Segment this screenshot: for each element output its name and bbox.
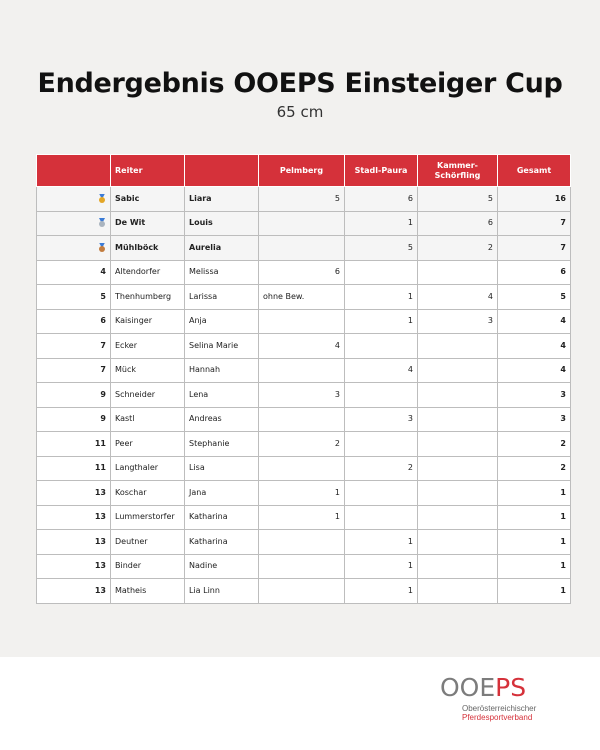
first-name-cell: Louis bbox=[185, 211, 259, 236]
last-name-cell: De Wit bbox=[111, 211, 185, 236]
last-name-cell: Schneider bbox=[111, 383, 185, 408]
rank-cell: 11 bbox=[37, 432, 111, 457]
header-rider: Reiter bbox=[111, 155, 185, 187]
kammer-schoerfling-cell: 5 bbox=[418, 187, 498, 212]
rank-cell: 7 bbox=[37, 358, 111, 383]
stadl-paura-cell: 1 bbox=[345, 309, 418, 334]
table-row bbox=[37, 285, 571, 310]
total-cell: 7 bbox=[498, 211, 571, 236]
pelmberg-cell bbox=[259, 554, 345, 579]
last-name-cell: Deutner bbox=[111, 530, 185, 555]
stadl-paura-cell: 3 bbox=[345, 407, 418, 432]
kammer-schoerfling-cell bbox=[418, 383, 498, 408]
rank-cell: 5 bbox=[37, 285, 111, 310]
kammer-schoerfling-cell bbox=[418, 579, 498, 604]
total-cell: 4 bbox=[498, 334, 571, 359]
kammer-schoerfling-cell bbox=[418, 260, 498, 285]
kammer-schoerfling-cell bbox=[418, 530, 498, 555]
first-name-cell: Lena bbox=[185, 383, 259, 408]
table-row bbox=[37, 236, 571, 261]
last-name-cell: Mück bbox=[111, 358, 185, 383]
table-row bbox=[37, 260, 571, 285]
table-row bbox=[37, 334, 571, 359]
pelmberg-cell bbox=[259, 309, 345, 334]
table-row bbox=[37, 432, 571, 457]
last-name-cell: Thenhumberg bbox=[111, 285, 185, 310]
stadl-paura-cell bbox=[345, 481, 418, 506]
pelmberg-cell: 1 bbox=[259, 505, 345, 530]
stadl-paura-cell bbox=[345, 432, 418, 457]
first-name-cell: Hannah bbox=[185, 358, 259, 383]
first-name-cell: Katharina bbox=[185, 530, 259, 555]
kammer-schoerfling-cell bbox=[418, 407, 498, 432]
rank-cell: 13 bbox=[37, 530, 111, 555]
rank-cell: 9 bbox=[37, 383, 111, 408]
first-name-cell: Lia Linn bbox=[185, 579, 259, 604]
total-cell: 16 bbox=[498, 187, 571, 212]
kammer-schoerfling-cell: 6 bbox=[418, 211, 498, 236]
last-name-cell: Mühlböck bbox=[111, 236, 185, 261]
kammer-schoerfling-cell bbox=[418, 481, 498, 506]
stadl-paura-cell: 2 bbox=[345, 456, 418, 481]
first-name-cell: Aurelia bbox=[185, 236, 259, 261]
results-body bbox=[37, 187, 571, 604]
total-cell: 1 bbox=[498, 530, 571, 555]
first-name-cell: Jana bbox=[185, 481, 259, 506]
last-name-cell: Kastl bbox=[111, 407, 185, 432]
last-name-cell: Ecker bbox=[111, 334, 185, 359]
pelmberg-cell: ohne Bew. bbox=[259, 285, 345, 310]
last-name-cell: Altendorfer bbox=[111, 260, 185, 285]
first-name-cell: Anja bbox=[185, 309, 259, 334]
total-cell: 1 bbox=[498, 505, 571, 530]
rank-cell: 13 bbox=[37, 505, 111, 530]
first-name-cell: Selina Marie bbox=[185, 334, 259, 359]
table-row bbox=[37, 309, 571, 334]
first-name-cell: Nadine bbox=[185, 554, 259, 579]
ooeps-logo bbox=[440, 674, 570, 722]
header-total: Gesamt bbox=[498, 155, 571, 187]
rank-cell: 13 bbox=[37, 579, 111, 604]
table-row bbox=[37, 456, 571, 481]
kammer-schoerfling-cell bbox=[418, 456, 498, 481]
kammer-schoerfling-cell bbox=[418, 505, 498, 530]
pelmberg-cell: 3 bbox=[259, 383, 345, 408]
header-kammer-schoerfling: Kammer-Schörfling bbox=[418, 155, 498, 187]
pelmberg-cell bbox=[259, 579, 345, 604]
pelmberg-cell: 2 bbox=[259, 432, 345, 457]
total-cell: 4 bbox=[498, 309, 571, 334]
first-name-cell: Liara bbox=[185, 187, 259, 212]
table-row bbox=[37, 530, 571, 555]
stadl-paura-cell bbox=[345, 334, 418, 359]
page-title: Endergebnis OOEPS Einsteiger Cup bbox=[37, 68, 563, 99]
total-cell: 1 bbox=[498, 554, 571, 579]
table-row bbox=[37, 579, 571, 604]
pelmberg-cell: 5 bbox=[259, 187, 345, 212]
rank-cell bbox=[37, 187, 111, 212]
total-cell: 2 bbox=[498, 432, 571, 457]
last-name-cell: Lummerstorfer bbox=[111, 505, 185, 530]
total-cell: 2 bbox=[498, 456, 571, 481]
kammer-schoerfling-cell: 2 bbox=[418, 236, 498, 261]
rank-cell: 13 bbox=[37, 554, 111, 579]
table-header-row bbox=[37, 155, 571, 187]
total-cell: 1 bbox=[498, 579, 571, 604]
total-cell: 3 bbox=[498, 407, 571, 432]
pelmberg-cell bbox=[259, 530, 345, 555]
silver-medal-icon bbox=[98, 218, 106, 228]
header-stadl-paura: Stadl-Paura bbox=[345, 155, 418, 187]
table-row bbox=[37, 187, 571, 212]
total-cell: 1 bbox=[498, 481, 571, 506]
header-pelmberg: Pelmberg bbox=[259, 155, 345, 187]
table-row bbox=[37, 481, 571, 506]
header-first-name bbox=[185, 155, 259, 187]
rank-cell: 6 bbox=[37, 309, 111, 334]
rank-cell: 9 bbox=[37, 407, 111, 432]
rank-cell: 7 bbox=[37, 334, 111, 359]
stadl-paura-cell: 1 bbox=[345, 530, 418, 555]
rank-cell bbox=[37, 211, 111, 236]
first-name-cell: Katharina bbox=[185, 505, 259, 530]
total-cell: 7 bbox=[498, 236, 571, 261]
logo-wordmark bbox=[440, 674, 570, 702]
stadl-paura-cell: 1 bbox=[345, 285, 418, 310]
first-name-cell: Larissa bbox=[185, 285, 259, 310]
rank-cell: 11 bbox=[37, 456, 111, 481]
logo-line-2: Pferdesportverband bbox=[462, 713, 533, 722]
stadl-paura-cell: 1 bbox=[345, 579, 418, 604]
table-row bbox=[37, 407, 571, 432]
kammer-schoerfling-cell: 3 bbox=[418, 309, 498, 334]
table-row bbox=[37, 383, 571, 408]
rank-cell: 13 bbox=[37, 481, 111, 506]
first-name-cell: Andreas bbox=[185, 407, 259, 432]
last-name-cell: Langthaler bbox=[111, 456, 185, 481]
table-row bbox=[37, 554, 571, 579]
last-name-cell: Peer bbox=[111, 432, 185, 457]
stadl-paura-cell: 1 bbox=[345, 211, 418, 236]
total-cell: 6 bbox=[498, 260, 571, 285]
pelmberg-cell bbox=[259, 407, 345, 432]
stadl-paura-cell bbox=[345, 505, 418, 530]
first-name-cell: Stephanie bbox=[185, 432, 259, 457]
last-name-cell: Binder bbox=[111, 554, 185, 579]
stadl-paura-cell: 5 bbox=[345, 236, 418, 261]
pelmberg-cell bbox=[259, 358, 345, 383]
first-name-cell: Melissa bbox=[185, 260, 259, 285]
kammer-schoerfling-cell bbox=[418, 334, 498, 359]
pelmberg-cell: 6 bbox=[259, 260, 345, 285]
header-rank bbox=[37, 155, 111, 187]
kammer-schoerfling-cell: 4 bbox=[418, 285, 498, 310]
kammer-schoerfling-cell bbox=[418, 358, 498, 383]
last-name-cell: Matheis bbox=[111, 579, 185, 604]
kammer-schoerfling-cell bbox=[418, 554, 498, 579]
table-row bbox=[37, 211, 571, 236]
bronze-medal-icon bbox=[98, 243, 106, 253]
results-table bbox=[36, 154, 571, 604]
rank-cell bbox=[37, 236, 111, 261]
last-name-cell: Sabic bbox=[111, 187, 185, 212]
stadl-paura-cell bbox=[345, 383, 418, 408]
stadl-paura-cell: 4 bbox=[345, 358, 418, 383]
pelmberg-cell: 1 bbox=[259, 481, 345, 506]
stadl-paura-cell: 6 bbox=[345, 187, 418, 212]
pelmberg-cell bbox=[259, 456, 345, 481]
stadl-paura-cell bbox=[345, 260, 418, 285]
table-row bbox=[37, 505, 571, 530]
gold-medal-icon bbox=[98, 194, 106, 204]
first-name-cell: Lisa bbox=[185, 456, 259, 481]
last-name-cell: Kaisinger bbox=[111, 309, 185, 334]
page-subtitle: 65 cm bbox=[276, 103, 324, 121]
logo-line-1: Oberösterreichischer bbox=[462, 704, 537, 713]
last-name-cell: Koschar bbox=[111, 481, 185, 506]
pelmberg-cell: 4 bbox=[259, 334, 345, 359]
kammer-schoerfling-cell bbox=[418, 432, 498, 457]
total-cell: 5 bbox=[498, 285, 571, 310]
total-cell: 4 bbox=[498, 358, 571, 383]
table-row bbox=[37, 358, 571, 383]
logo-word-grey: OOE bbox=[440, 673, 496, 702]
logo-word-red: PS bbox=[495, 673, 527, 702]
pelmberg-cell bbox=[259, 211, 345, 236]
total-cell: 3 bbox=[498, 383, 571, 408]
rank-cell: 4 bbox=[37, 260, 111, 285]
stadl-paura-cell: 1 bbox=[345, 554, 418, 579]
pelmberg-cell bbox=[259, 236, 345, 261]
